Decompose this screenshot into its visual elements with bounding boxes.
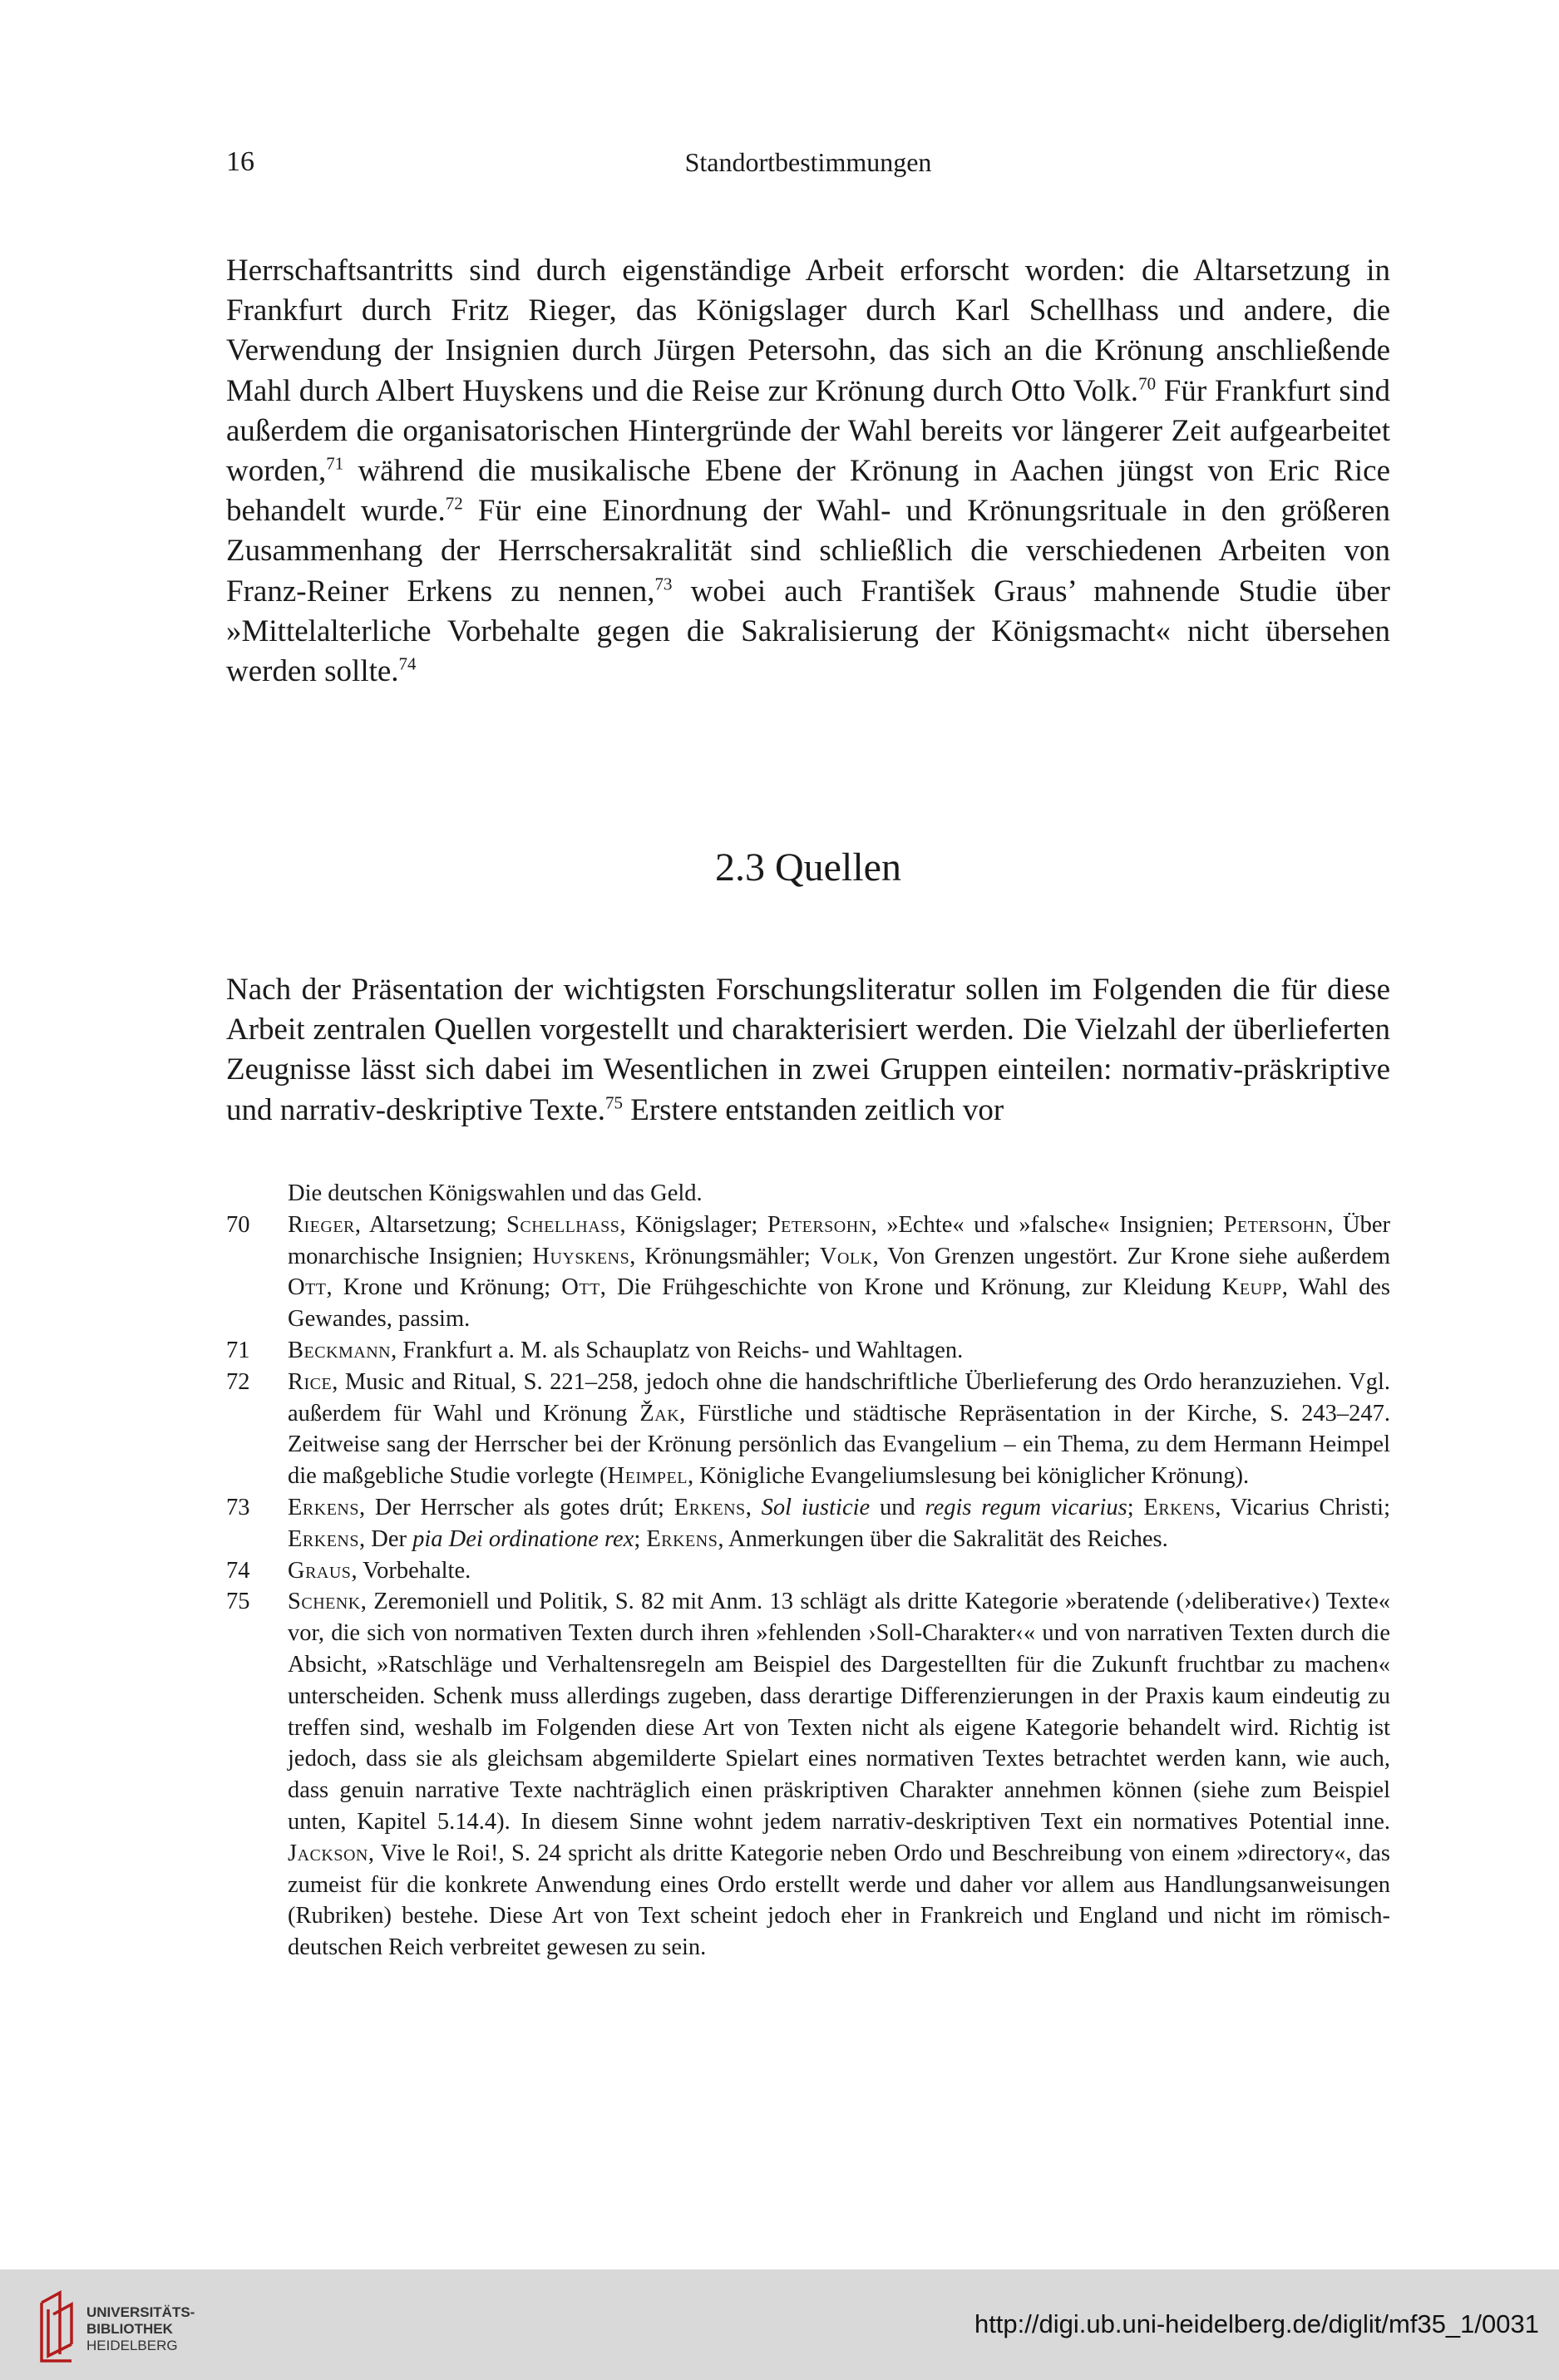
footnote-number: 70 — [226, 1211, 250, 1238]
footnote-number: 71 — [226, 1337, 250, 1363]
footnote-ref-75[interactable]: 75 — [605, 1092, 623, 1113]
footnote-number: 75 — [226, 1589, 250, 1615]
section-heading: 2.3 Quellen — [715, 845, 901, 889]
paragraph-sources: Nach der Präsentation der wichtigsten Forschungsliteratur sollen im Folgenden die für diese Arbeit zentralen Quellen vorgestellt und charakterisiert werden. Die Vielzahl der überlieferten Zeugnisse lässt sich dabei im Wesentlichen in zwei Gruppen einteilen: normativ-präskriptive und narrativ-deskriptive Texte.$^{75}$ Erstere entstanden zeitlich vor — [226, 973, 1390, 1127]
footnote-75 — [226, 1586, 1390, 1964]
logo-wordmark: UNIVERSITÄTS- BIBLIOTHEK HEIDELBERG — [86, 2304, 195, 2353]
page-header — [226, 141, 1390, 183]
running-title: Standortbestimmungen — [684, 147, 932, 177]
footnote-text: Rieger, Altarsetzung; Schellhass, Königslager; Petersohn, »Echte« und »falsche« Insignien; Petersohn, Über monarchische Insignien; Huyskens, Krönungsmähler; Volk, Von Grenzen ungestört. Zur Krone siehe außerdem Ott, Krone und Krönung; Ott, Die Frühgeschichte von Krone und Krönung, zur Kleidung Keupp, Wahl des Gewandes, passim. — [288, 1211, 1391, 1333]
footnote-continuation: Die deutschen Königswahlen und das Geld. — [288, 1180, 703, 1206]
footnotes — [226, 1178, 1390, 1964]
page-number: 16 — [226, 146, 254, 177]
footnote-number: 73 — [226, 1494, 250, 1520]
footnote-text: Erkens, Der Herrscher als gotes drút; Erkens, Sol iusticie und regis regum vicarius; Erkens, Vicarius Christi; Erkens, Der pia Dei ordinatione rex; Erkens, Anmerkungen über die Sakralität des Reiches. — [288, 1494, 1391, 1552]
footnote-73 — [226, 1492, 1390, 1555]
footnote-ref-73[interactable]: 73 — [654, 574, 673, 594]
permalink-url[interactable]: http://digi.ub.uni-heidelberg.de/diglit/mf35_1/0031 — [974, 2309, 1539, 2338]
library-logo-icon — [35, 2286, 81, 2365]
footnote-text: Schenk, Zeremoniell und Politik, S. 82 mit Anm. 13 schlägt als dritte Kategorie »beratende (›deliberative‹) Texte« vor, die sich von normativen Texten durch ihren »fehlenden ›Soll-Charakter‹« und von narrativen Texten durch die Absicht, »Ratschläge und Verhaltensregeln am Beispiel des Dargestellten für die Zukunft fruchtbar zu machen« unterscheiden. Schenk muss allerdings zugeben, dass derartige Differenzierungen in der Praxis kaum eindeutig zu treffen sind, weshalb im Folgenden diese Art von Texten nicht als eigene Kategorie behandelt wird. Richtig ist jedoch, dass sie als gleichsam abgemilderte Spielart eines normativen Textes betrachtet werden kann, wie auch, dass genuin narrative Texte nachträglich einen präskriptiven Charakter annehmen können (siehe zum Beispiel unten, Kapitel 5.14.4). In diesem Sinne wohnt jedem narrativ-deskriptiven Text ein normatives Potential inne. Jackson, Vive le Roi!, S. 24 spricht als dritte Kategorie neben Ordo und Beschreibung von einem »directory«, das zumeist für die konkrete Anwendung eines Ordo erstellt werde und daher vor allem aus Handlungsanweisungen (Rubriken) bestehe. Diese Art von Text scheint jedoch eher in Frankreich und England und nicht im römisch-deutschen Reich verbreitet gewesen zu sein. — [288, 1589, 1390, 1961]
footnote-72 — [226, 1367, 1390, 1492]
footnote-text: Beckmann, Frankfurt a. M. als Schauplatz von Reichs- und Wahltagen. — [288, 1337, 964, 1363]
footnote-ref-70[interactable]: 70 — [1138, 373, 1157, 394]
footnote-text: Rice, Music and Ritual, S. 221–258, jedoch ohne die handschriftliche Überlieferung des Ordo heranzuziehen. Vgl. außerdem für Wahl und Krönung Žak, Fürstliche und städtische Repräsentation in der Kirche, S. 243–247. Zeitweise sang der Herrscher bei der Krönung persönlich das Evangelium – ein Thema, zu dem Hermann Heimpel die maßgebliche Studie vorlegte (Heimpel, Königliche Evangeliumslesung bei königlicher Krönung). — [288, 1368, 1390, 1490]
footnote-number: 72 — [226, 1368, 250, 1395]
footnote-74 — [226, 1555, 1390, 1587]
footnote-71 — [226, 1335, 1390, 1367]
paragraph-research: Herrschaftsantritts sind durch eigenständige Arbeit erforscht worden: die Altarsetzung in Frankfurt durch Fritz Rieger, das Königslager durch Karl Schellhass und andere, die Verwendung der Insignien durch Jürgen Petersohn, das sich an die Krönung anschließende Mahl durch Albert Huyskens und die Reise zur Krönung durch Otto Volk.$^{70}$ Für Frankfurt sind außerdem die organisatorischen Hintergründe der Wahl bereits vor längerer Zeit aufgearbeitet worden,$^{71}$ während die musikalische Ebene der Krönung in Aachen jüngst von Eric Rice behandelt wurde.$^{72}$ Für eine Einordnung der Wahl- und Krönungsrituale in den größeren Zusammenhang der Herrschersakralität sind schließlich die verschiedenen Arbeiten von Franz-Reiner Erkens zu nennen,$^{73}$ wobei auch František Graus’ mahnende Studie über »Mittelalterliche Vorbehalte gegen die Sakralisierung der Königsmacht« nicht übersehen werden sollte.$^{74}$ — [226, 254, 1391, 689]
footnote-70 — [226, 1210, 1390, 1335]
library-logo[interactable] — [35, 2286, 226, 2365]
footnote-ref-71[interactable]: 71 — [326, 453, 344, 474]
footnote-ref-74[interactable]: 74 — [398, 653, 417, 674]
footer-band — [0, 2269, 1559, 2380]
footnote-ref-72[interactable]: 72 — [445, 493, 463, 514]
footnote-text: Graus, Vorbehalte. — [288, 1557, 471, 1584]
footnote-number: 74 — [226, 1557, 250, 1584]
